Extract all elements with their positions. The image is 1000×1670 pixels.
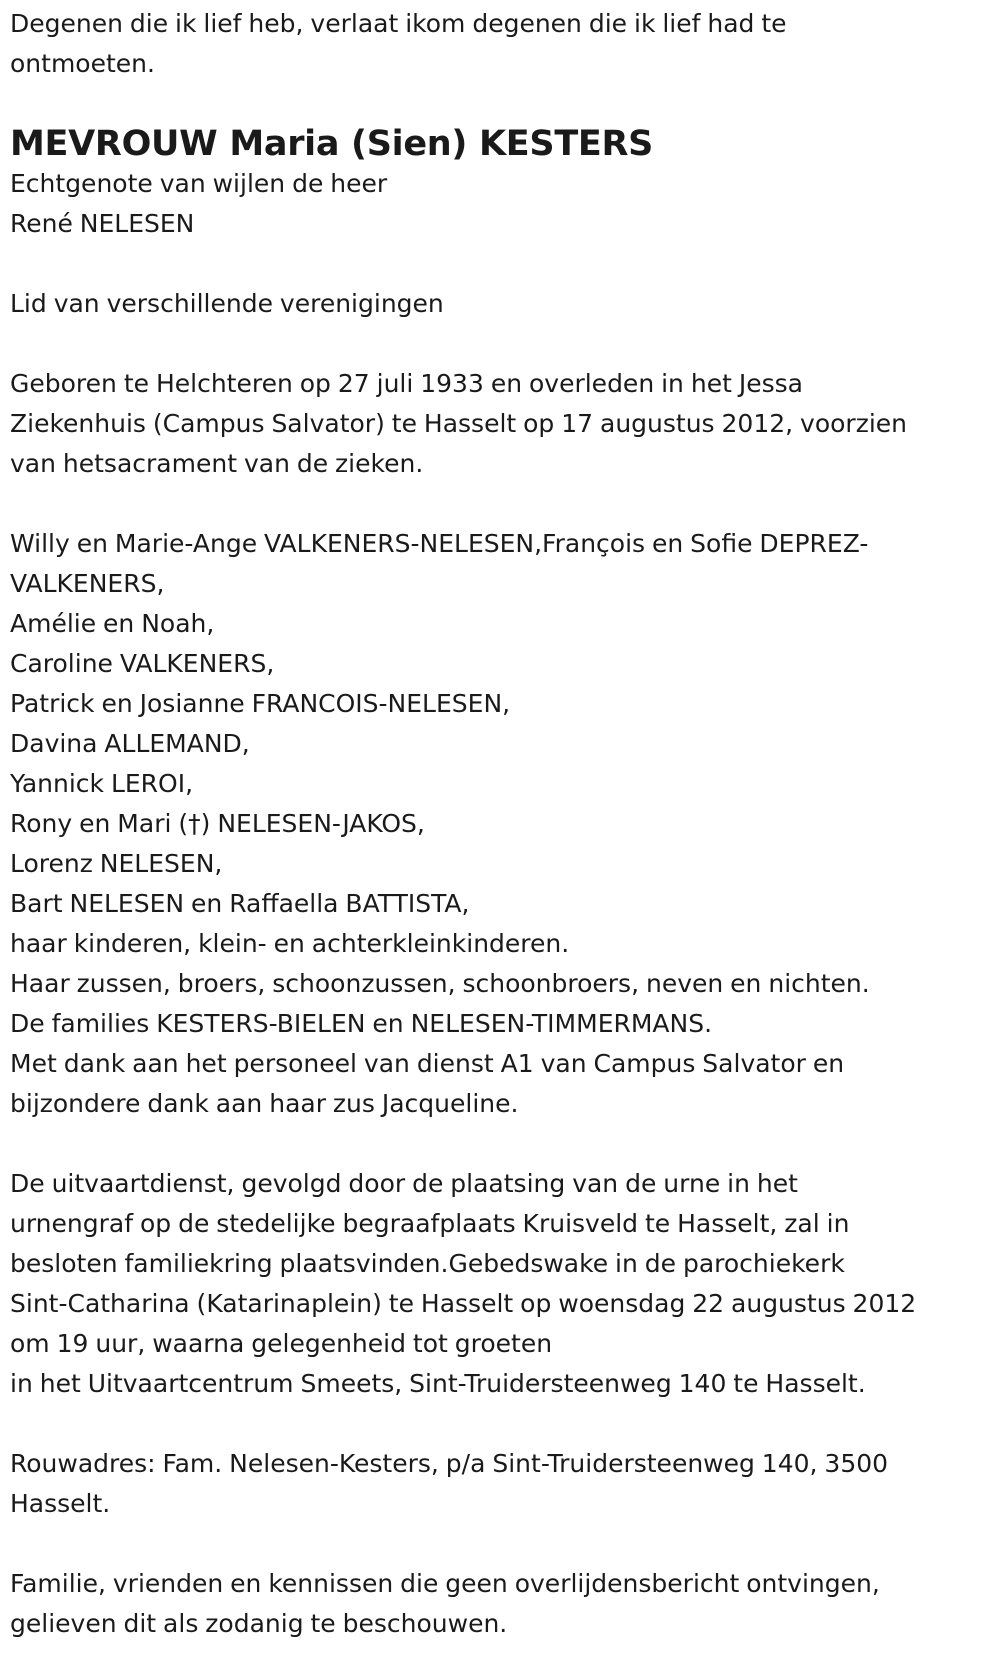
membership-section xyxy=(10,284,990,324)
family-line: Amélie en Noah, xyxy=(10,609,215,638)
ceremony-line: besloten familiekring plaatsvinden.Gebedswake in de parochiekerk xyxy=(10,1249,845,1278)
birth-death-line: van hetsacrament van de zieken. xyxy=(10,449,424,478)
closing-line: gelieven dit als zodanig te beschouwen. xyxy=(10,1609,508,1638)
spouse-line: René NELESEN xyxy=(10,209,195,238)
address-section xyxy=(10,1444,990,1524)
deceased-section xyxy=(10,124,990,244)
address-line: Rouwadres: Fam. Nelesen-Kesters, p/a Sint-Truidersteenweg 140, 3500 xyxy=(10,1449,889,1478)
family-line: Lorenz NELESEN, xyxy=(10,849,223,878)
ceremony-line: in het Uitvaartcentrum Smeets, Sint-Truidersteenweg 140 te Hasselt. xyxy=(10,1369,866,1398)
family-line: Willy en Marie-Ange VALKENERS-NELESEN,François en Sofie DEPREZ- xyxy=(10,529,869,558)
deceased-name: MEVROUW Maria (Sien) KESTERS xyxy=(10,124,654,164)
family-line: Haar zussen, broers, schoonzussen, schoonbroers, neven en nichten. xyxy=(10,969,870,998)
closing-line: Familie, vrienden en kennissen die geen overlijdensbericht ontvingen, xyxy=(10,1569,880,1598)
family-line: VALKENERS, xyxy=(10,569,165,598)
family-line: Caroline VALKENERS, xyxy=(10,649,275,678)
ceremony-section xyxy=(10,1164,990,1404)
family-line: bijzondere dank aan haar zus Jacqueline. xyxy=(10,1089,519,1118)
family-line: Rony en Mari (†) NELESEN-JAKOS, xyxy=(10,809,425,838)
membership-text: Lid van verschillende verenigingen xyxy=(10,289,444,318)
family-line: Yannick LEROI, xyxy=(10,769,194,798)
intro-line: Degenen die ik lief heb, verlaat ikom degenen die ik lief had te xyxy=(10,9,787,38)
intro-line: ontmoeten. xyxy=(10,49,155,78)
birth-death-line: Ziekenhuis (Campus Salvator) te Hasselt op 17 augustus 2012, voorzien xyxy=(10,409,908,438)
family-line: Met dank aan het personeel van dienst A1 van Campus Salvator en xyxy=(10,1049,845,1078)
birth-death-line: Geboren te Helchteren op 27 juli 1933 en overleden in het Jessa xyxy=(10,369,803,398)
address-line: Hasselt. xyxy=(10,1489,111,1518)
ceremony-line: urnengraf op de stedelijke begraafplaats Kruisveld te Hasselt, zal in xyxy=(10,1209,850,1238)
ceremony-line: De uitvaartdienst, gevolgd door de plaatsing van de urne in het xyxy=(10,1169,798,1198)
family-line: Patrick en Josianne FRANCOIS-NELESEN, xyxy=(10,689,511,718)
family-line: Davina ALLEMAND, xyxy=(10,729,250,758)
family-line: haar kinderen, klein- en achterkleinkinderen. xyxy=(10,929,570,958)
family-section xyxy=(10,524,990,1124)
intro-quote xyxy=(10,4,990,84)
family-line: Bart NELESEN en Raffaella BATTISTA, xyxy=(10,889,470,918)
birth-death-section xyxy=(10,364,990,484)
ceremony-line: Sint-Catharina (Katarinaplein) te Hasselt op woensdag 22 augustus 2012 xyxy=(10,1289,917,1318)
closing-section xyxy=(10,1564,990,1644)
ceremony-line: om 19 uur, waarna gelegenheid tot groeten xyxy=(10,1329,553,1358)
family-line: De families KESTERS-BIELEN en NELESEN-TIMMERMANS. xyxy=(10,1009,713,1038)
spouse-line: Echtgenote van wijlen de heer xyxy=(10,169,388,198)
